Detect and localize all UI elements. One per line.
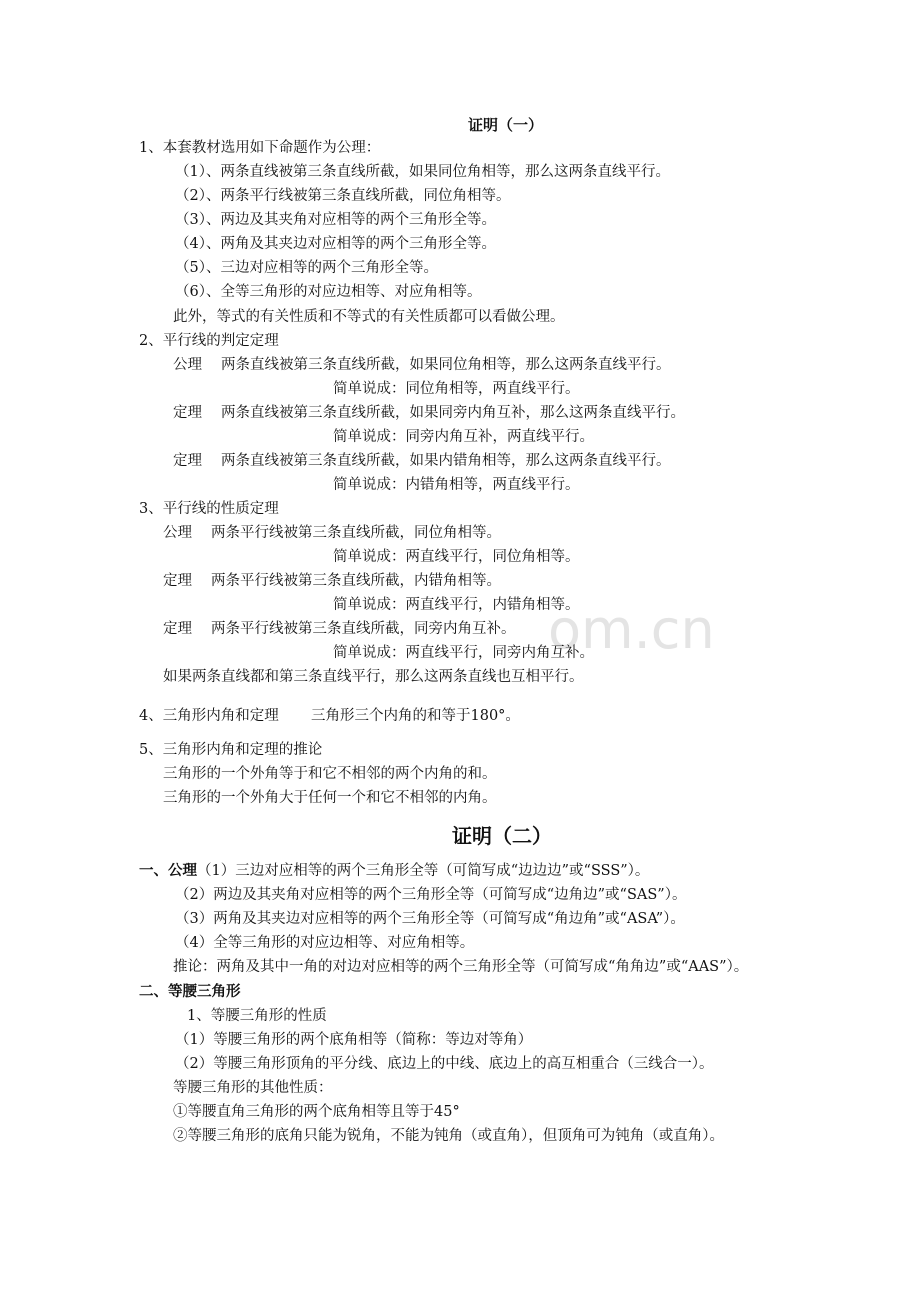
axiom-item: （1）三边对应相等的两个三角形全等（可简写成“边边边”或“SSS”）。 [197, 863, 650, 879]
isosceles-line: 等腰三角形的其他性质： [173, 1080, 333, 1096]
title-proof-1: 证明（一） [468, 116, 544, 134]
s3-brief: 简单说成：两直线平行，同位角相等。 [333, 549, 580, 565]
isosceles-line: （1）等腰三角形的两个底角相等（简称：等边对等角） [175, 1032, 533, 1048]
s1-item: （6）、全等三角形的对应边相等、对应角相等。 [175, 284, 482, 300]
axiom-heading: 一、公理 [139, 862, 197, 879]
s2-label: 定理 [173, 405, 202, 421]
s5-item: 三角形的一个外角大于任何一个和它不相邻的内角。 [163, 790, 497, 806]
s4-heading: 4、三角形内角和定理 [139, 708, 279, 724]
s1-item: （3）、两边及其夹角对应相等的两个三角形全等。 [175, 212, 496, 228]
isosceles-line: ①等腰直角三角形的两个底角相等且等于45° [173, 1104, 460, 1120]
s1-item: （4）、两角及其夹边对应相等的两个三角形全等。 [175, 236, 496, 252]
s3-text: 两条平行线被第三条直线所截，同旁内角互补。 [211, 621, 516, 637]
s3-label: 定理 [163, 621, 192, 637]
s2-text: 两条直线被第三条直线所截，如果内错角相等，那么这两条直线平行。 [221, 453, 671, 469]
isosceles-line: ②等腰三角形的底角只能为锐角，不能为钝角（或直角），但顶角可为钝角（或直角）。 [173, 1128, 724, 1144]
s2-brief: 简单说成：同旁内角互补，两直线平行。 [333, 429, 594, 445]
axiom-item: （2）两边及其夹角对应相等的两个三角形全等（可简写成“边角边”或“SAS”）。 [175, 887, 687, 903]
s4-text: 三角形三个内角的和等于180°。 [311, 708, 520, 724]
watermark: om.cn [548, 598, 715, 661]
isosceles-line: （2）等腰三角形顶角的平分线、底边上的中线、底边上的高互相重合（三线合一）。 [175, 1056, 714, 1072]
s2-text: 两条直线被第三条直线所截，如果同位角相等，那么这两条直线平行。 [221, 357, 671, 373]
s5-heading: 5、三角形内角和定理的推论 [139, 742, 323, 758]
s2-brief: 简单说成：内错角相等，两直线平行。 [333, 477, 580, 493]
axiom-corollary: 推论：两角及其中一角的对边对应相等的两个三角形全等（可简写成“角角边”或“AAS”）。 [173, 959, 749, 975]
s1-heading: 1、本套教材选用如下命题作为公理： [139, 140, 381, 156]
s2-label: 定理 [173, 453, 202, 469]
axiom-item: （3）两角及其夹边对应相等的两个三角形全等（可简写成“角边角”或“ASA”）。 [175, 911, 685, 927]
title-proof-2: 证明（二） [452, 824, 552, 848]
axiom-item: （4）全等三角形的对应边相等、对应角相等。 [175, 935, 475, 951]
s2-text: 两条直线被第三条直线所截，如果同旁内角互补，那么这两条直线平行。 [221, 405, 685, 421]
s5-item: 三角形的一个外角等于和它不相邻的两个内角的和。 [163, 766, 497, 782]
s1-item: （1）、两条直线被第三条直线所截，如果同位角相等，那么这两条直线平行。 [175, 164, 670, 180]
s3-brief: 简单说成：两直线平行，内错角相等。 [333, 597, 580, 613]
s3-note: 如果两条直线都和第三条直线平行，那么这两条直线也互相平行。 [163, 669, 584, 685]
s3-brief: 简单说成：两直线平行，同旁内角互补。 [333, 645, 594, 661]
s2-label: 公理 [173, 357, 202, 373]
s1-item: （5）、三边对应相等的两个三角形全等。 [175, 260, 438, 276]
s1-note: 此外，等式的有关性质和不等式的有关性质都可以看做公理。 [173, 309, 565, 325]
s3-text: 两条平行线被第三条直线所截，内错角相等。 [211, 573, 501, 589]
isosceles-heading: 二、等腰三角形 [139, 983, 241, 1000]
s3-label: 公理 [163, 525, 192, 541]
s2-brief: 简单说成：同位角相等，两直线平行。 [333, 381, 580, 397]
s1-item: （2）、两条平行线被第三条直线所截，同位角相等。 [175, 188, 511, 204]
s3-heading: 3、平行线的性质定理 [139, 501, 279, 517]
axiom-line-1 [139, 862, 649, 880]
s3-label: 定理 [163, 573, 192, 589]
s3-text: 两条平行线被第三条直线所截，同位角相等。 [211, 525, 501, 541]
s2-heading-text: 2、平行线的判定定理 [139, 333, 279, 349]
isosceles-line: 1、等腰三角形的性质 [187, 1008, 327, 1024]
